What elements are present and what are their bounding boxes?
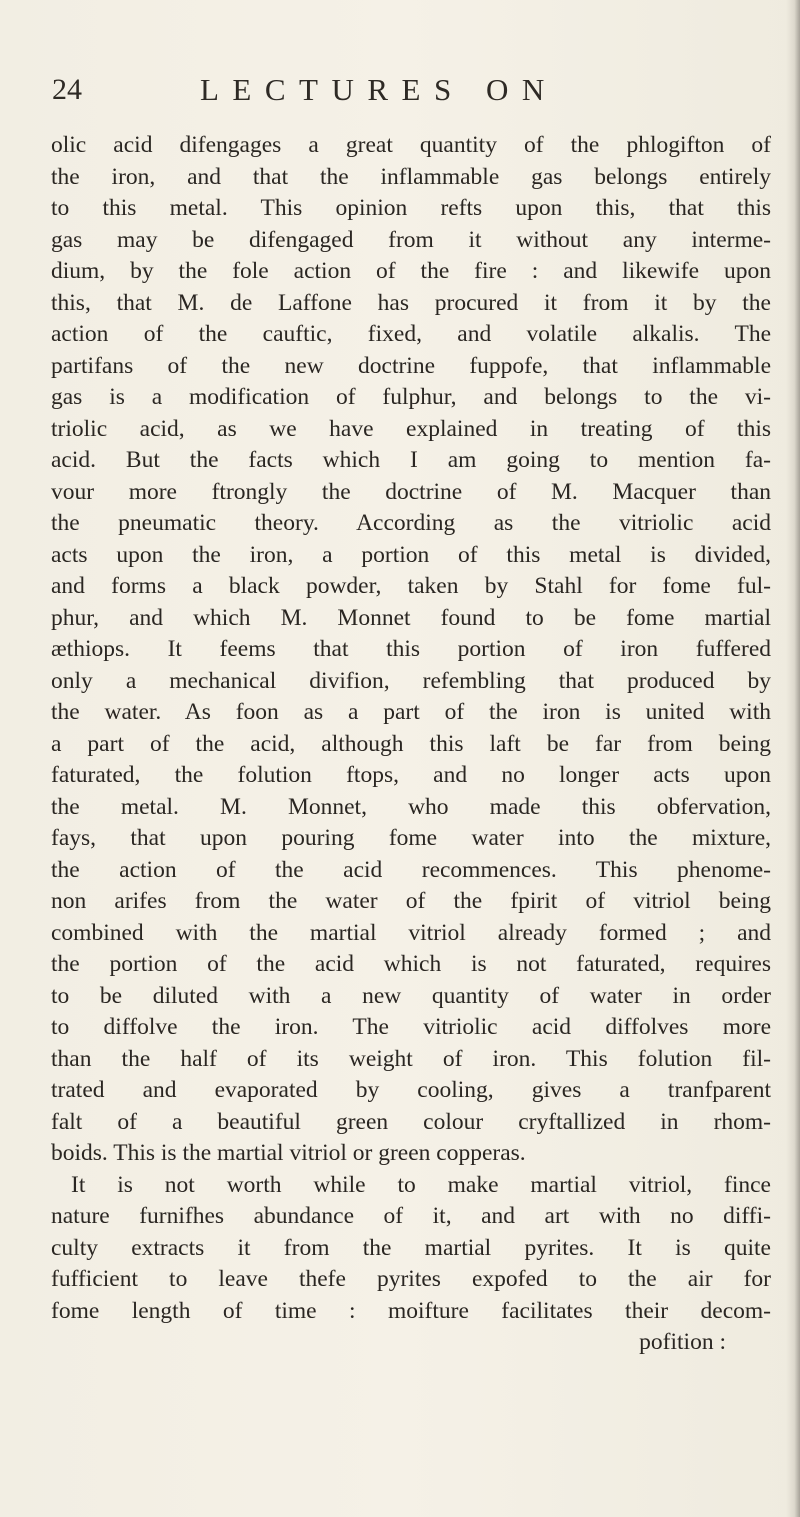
text-line: trated and evaporated by cooling, gives a tranfparent: [51, 1077, 771, 1103]
text-line: fufficient to leave thefe pyrites expofed to the air for: [51, 1266, 771, 1292]
text-line: partifans of the new doctrine fuppofe, that inflammable: [51, 352, 771, 379]
text-line: than the half of its weight of iron. This folution fil-: [51, 1045, 771, 1072]
text-line: to diffolve the iron. The vitriolic acid diffolves more: [51, 1014, 771, 1040]
text-line: the action of the acid recommences. This phenome-: [51, 856, 771, 883]
text-line: the iron, and that the inflammable gas belongs entirely: [51, 163, 771, 190]
text-line: non arifes from the water of the fpirit of vitriol being: [51, 888, 771, 914]
text-line: gas is a modification of fulphur, and belongs to the vi-: [51, 384, 771, 410]
text-line: æthiops. It feems that this portion of iron fuffered: [51, 636, 771, 662]
page-number: 24: [52, 73, 82, 106]
text-line: gas may be difengaged from it without any interme-: [51, 226, 771, 253]
text-line: It is not worth while to make martial vitriol, fince: [71, 1171, 771, 1198]
text-line: vour more ftrongly the doctrine of M. Macquer than: [51, 478, 771, 505]
text-line: acid. But the facts which I am going to mention fa-: [51, 447, 771, 473]
text-line: fays, that upon pouring fome water into the mixture,: [51, 825, 771, 851]
text-line: nature furnifhes abundance of it, and art with no diffi-: [51, 1203, 771, 1229]
text-line: the metal. M. Monnet, who made this obfervation,: [51, 793, 771, 820]
text-line: the portion of the acid which is not faturated, requires: [51, 951, 771, 977]
text-line: to be diluted with a new quantity of water in order: [51, 982, 771, 1009]
page-header: [52, 70, 772, 110]
text-line: fome length of time : moifture facilitates their decom-: [51, 1297, 771, 1324]
text-line: olic acid difengages a great quantity of the phlogifton of: [51, 132, 771, 158]
text-line: action of the cauftic, fixed, and volatile alkalis. The: [51, 321, 771, 347]
text-line: boids. This is the martial vitriol or green copperas.: [51, 1140, 526, 1166]
text-line: and forms a black powder, taken by Stahl for fome ful-: [51, 573, 771, 599]
page-edge-shadow: [786, 0, 800, 1517]
text-line: falt of a beautiful green colour cryftallized in rhom-: [51, 1108, 771, 1135]
text-line: a part of the acid, although this laft be far from being: [51, 730, 771, 757]
text-line: to this metal. This opinion refts upon this, that this: [51, 195, 771, 221]
text-line: this, that M. de Laffone has procured it from it by the: [51, 289, 771, 316]
running-head: LECTURES ON: [200, 72, 558, 107]
text-line: combined with the martial vitriol already formed ; and: [51, 919, 771, 946]
catchword: pofition :: [639, 1329, 726, 1355]
text-line: the pneumatic theory. According as the vitriolic acid: [51, 510, 771, 536]
text-line: dium, by the fole action of the fire : and likewife upon: [51, 258, 771, 284]
text-line: acts upon the iron, a portion of this metal is divided,: [51, 541, 771, 568]
text-line: only a mechanical divifion, refembling that produced by: [51, 667, 771, 694]
text-line: faturated, the folution ftops, and no longer acts upon: [51, 762, 771, 788]
text-line: triolic acid, as we have explained in treating of this: [51, 415, 771, 442]
text-line: phur, and which M. Monnet found to be fome martial: [51, 604, 771, 631]
text-line: culty extracts it from the martial pyrites. It is quite: [51, 1234, 771, 1261]
body-text: [51, 130, 771, 1359]
text-line: the water. As foon as a part of the iron is united with: [51, 699, 771, 725]
